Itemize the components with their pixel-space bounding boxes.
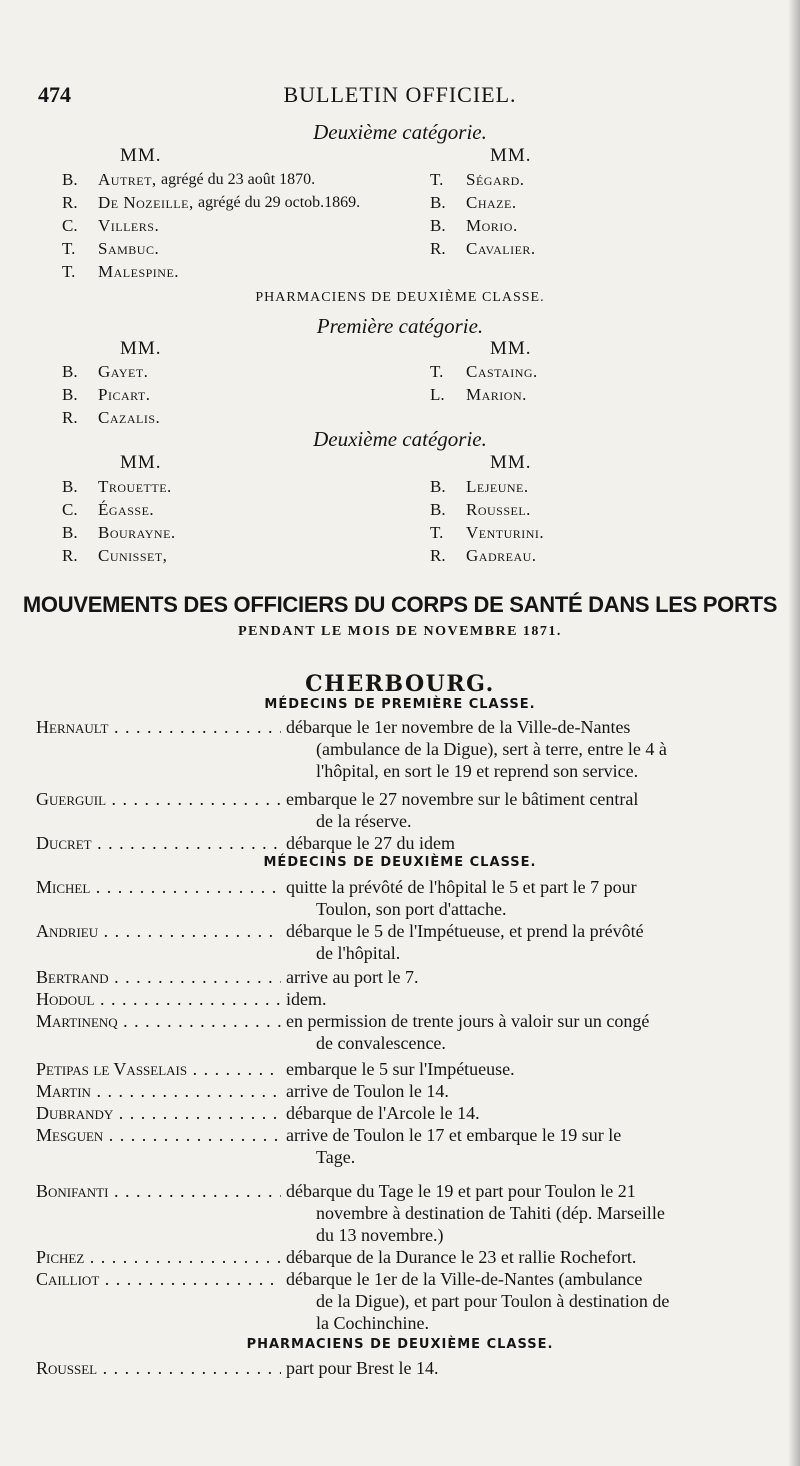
officer-name: Andrieu . . . [36, 920, 281, 942]
port-letter: T. [62, 239, 76, 258]
mm-label-left: MM. [120, 452, 162, 473]
person-name: Gayet. [98, 362, 149, 381]
person-name: Marion. [466, 385, 527, 404]
port-letter: B. [430, 477, 446, 496]
description-line: part pour Brest le 14. [286, 1358, 439, 1378]
officer-name: Ducret . . . [36, 832, 281, 854]
person-name: Castaing. [466, 362, 538, 381]
movement-description [286, 1058, 776, 1080]
person-name: De Nozeille, [98, 193, 194, 212]
city-heading: CHERBOURG. [305, 671, 495, 697]
section-head-med1: MÉDECINS DE PREMIÈRE CLASSE. [264, 697, 536, 712]
movement-description [286, 716, 776, 782]
list-row [0, 193, 800, 215]
description-line: de convalescence. [316, 1033, 446, 1053]
movement-description [286, 876, 776, 920]
person-name: Picart. [98, 385, 151, 404]
port-letter: T. [430, 362, 444, 381]
person-name: Lejeune. [466, 477, 529, 496]
officer-name: Michel . . . [36, 876, 281, 898]
port-letter: R. [430, 239, 446, 258]
person-name: Malespine. [98, 262, 180, 281]
mm-label-right: MM. [490, 452, 532, 473]
person-name: Sambuc. [98, 239, 160, 258]
officer-name: Pichez . . . [36, 1246, 281, 1268]
movement-description [286, 1102, 776, 1124]
pharmacists-header: PHARMACIENS DE DEUXIÈME CLASSE. [255, 290, 545, 305]
list-row [0, 216, 800, 238]
port-letter: R. [62, 408, 78, 427]
officer-name: Dubrandy . . . [36, 1102, 281, 1124]
person-name: Cazalis. [98, 408, 161, 427]
description-line: arrive de Toulon le 14. [286, 1081, 449, 1101]
officer-name: Cailliot . . . [36, 1268, 281, 1290]
movement-description [286, 1246, 776, 1268]
main-title: MOUVEMENTS DES OFFICIERS DU CORPS DE SANTÉ DANS LES PORTS [22, 592, 778, 617]
description-line: débarque le 1er de la Ville-de-Nantes (ambulance [286, 1269, 643, 1289]
running-title: BULLETIN OFFICIEL. [283, 82, 517, 107]
description-line: débarque de l'Arcole le 14. [286, 1103, 480, 1123]
person-name: Gadreau. [466, 546, 537, 565]
port-letter: T. [430, 170, 444, 189]
list-row [0, 477, 800, 499]
description-line: débarque de la Durance le 23 et rallie Rochefort. [286, 1247, 637, 1267]
person-name: Morio. [466, 216, 518, 235]
port-letter: B. [62, 170, 78, 189]
list-row [0, 385, 800, 407]
port-letter: T. [430, 523, 444, 542]
port-letter: C. [62, 216, 78, 235]
description-line: de la Digue), et part pour Toulon à destination de [316, 1291, 670, 1311]
description-line: Tage. [316, 1147, 356, 1167]
port-letter: B. [62, 385, 78, 404]
page-header [0, 82, 800, 112]
port-letter: B. [430, 193, 446, 212]
mm-label-right: MM. [490, 145, 532, 166]
movement-description [286, 1010, 776, 1054]
list-row [0, 546, 800, 568]
movement-description [286, 920, 776, 964]
description-line: l'hôpital, en sort le 19 et reprend son service. [316, 761, 639, 781]
port-letter: R. [62, 546, 78, 565]
port-letter: R. [430, 546, 446, 565]
movement-description [286, 1124, 776, 1168]
port-letter: B. [62, 362, 78, 381]
movement-description [286, 988, 776, 1010]
page-number: 474 [38, 82, 71, 107]
mm-label-right: MM. [490, 338, 532, 359]
list-row [0, 362, 800, 384]
mm-label-left: MM. [120, 338, 162, 359]
port-letter: C. [62, 500, 78, 519]
officer-name: Mesguen . . . [36, 1124, 281, 1146]
officer-name: Bertrand . . . [36, 966, 281, 988]
list-row [0, 500, 800, 522]
officer-name: Hernault . . . [36, 716, 281, 738]
movement-description [286, 832, 776, 854]
description-line: novembre à destination de Tahiti (dép. Marseille [316, 1203, 665, 1223]
movement-description [286, 966, 776, 988]
description-line: de l'hôpital. [316, 943, 401, 963]
description-line: idem. [286, 989, 327, 1009]
person-name: Cunisset, [98, 546, 168, 565]
section-head-med2: MÉDECINS DE DEUXIÈME CLASSE. [263, 855, 537, 870]
person-name: Villers. [98, 216, 160, 235]
person-name: Ségard. [466, 170, 525, 189]
list-row [0, 523, 800, 545]
category-heading: Deuxième catégorie. [313, 120, 487, 144]
person-name: Venturini. [466, 523, 545, 542]
list-row [0, 262, 800, 284]
section-head-pharm2: PHARMACIENS DE DEUXIÈME CLASSE. [246, 1337, 554, 1352]
aggregation-note: agrégé du 23 août 1870. [161, 171, 316, 188]
description-line: embarque le 5 sur l'Impétueuse. [286, 1059, 515, 1079]
movement-description [286, 1080, 776, 1102]
movement-description [286, 1357, 776, 1379]
officer-name: Guerguil . . . [36, 788, 281, 810]
person-name: Cavalier. [466, 239, 536, 258]
list-row [0, 239, 800, 261]
port-letter: T. [62, 262, 76, 281]
person-name: Chaze. [466, 193, 517, 212]
description-line: en permission de trente jours à valoir sur un congé [286, 1011, 650, 1031]
description-line: de la réserve. [316, 811, 412, 831]
description-line: du 13 novembre.) [316, 1225, 444, 1245]
movement-description [286, 788, 776, 832]
description-line: débarque le 5 de l'Impétueuse, et prend la prévôté [286, 921, 644, 941]
mm-label-left: MM. [120, 145, 162, 166]
description-line: la Cochinchine. [316, 1313, 429, 1333]
person-name: Égasse. [98, 500, 155, 519]
description-line: quitte la prévôté de l'hôpital le 5 et part le 7 pour [286, 877, 637, 897]
description-line: (ambulance de la Digue), sert à terre, entre le 4 à [316, 739, 667, 759]
port-letter: L. [430, 385, 445, 404]
person-name: Trouette. [98, 477, 172, 496]
officer-name: Petipas le Vasselais . . . [36, 1058, 281, 1080]
description-line: arrive de Toulon le 17 et embarque le 19 sur le [286, 1125, 622, 1145]
aggregation-note: agrégé du 29 octob.1869. [198, 194, 361, 211]
person-name: Autret, [98, 170, 157, 189]
officer-name: Martin . . . [36, 1080, 281, 1102]
port-letter: B. [62, 523, 78, 542]
movement-description [286, 1268, 776, 1334]
officer-name: Bonifanti . . . [36, 1180, 281, 1202]
category-heading: Première catégorie. [316, 314, 484, 338]
main-subtitle: PENDANT LE MOIS DE NOVEMBRE 1871. [238, 624, 562, 639]
officer-name: Martinenq . . . [36, 1010, 281, 1032]
port-letter: B. [430, 500, 446, 519]
person-name: Roussel. [466, 500, 531, 519]
movement-description [286, 1180, 776, 1246]
description-line: débarque le 27 du idem [286, 833, 455, 853]
port-letter: R. [62, 193, 78, 212]
person-name: Bourayne. [98, 523, 176, 542]
officer-name: Roussel . . . [36, 1357, 281, 1379]
description-line: débarque du Tage le 19 et part pour Toulon le 21 [286, 1181, 636, 1201]
description-line: embarque le 27 novembre sur le bâtiment central [286, 789, 639, 809]
port-letter: B. [62, 477, 78, 496]
description-line: débarque le 1er novembre de la Ville-de-Nantes [286, 717, 631, 737]
category-heading: Deuxième catégorie. [313, 427, 487, 451]
port-letter: B. [430, 216, 446, 235]
description-line: arrive au port le 7. [286, 967, 419, 987]
list-row [0, 170, 800, 192]
description-line: Toulon, son port d'attache. [316, 899, 507, 919]
officer-name: Hodoul . . . [36, 988, 281, 1010]
